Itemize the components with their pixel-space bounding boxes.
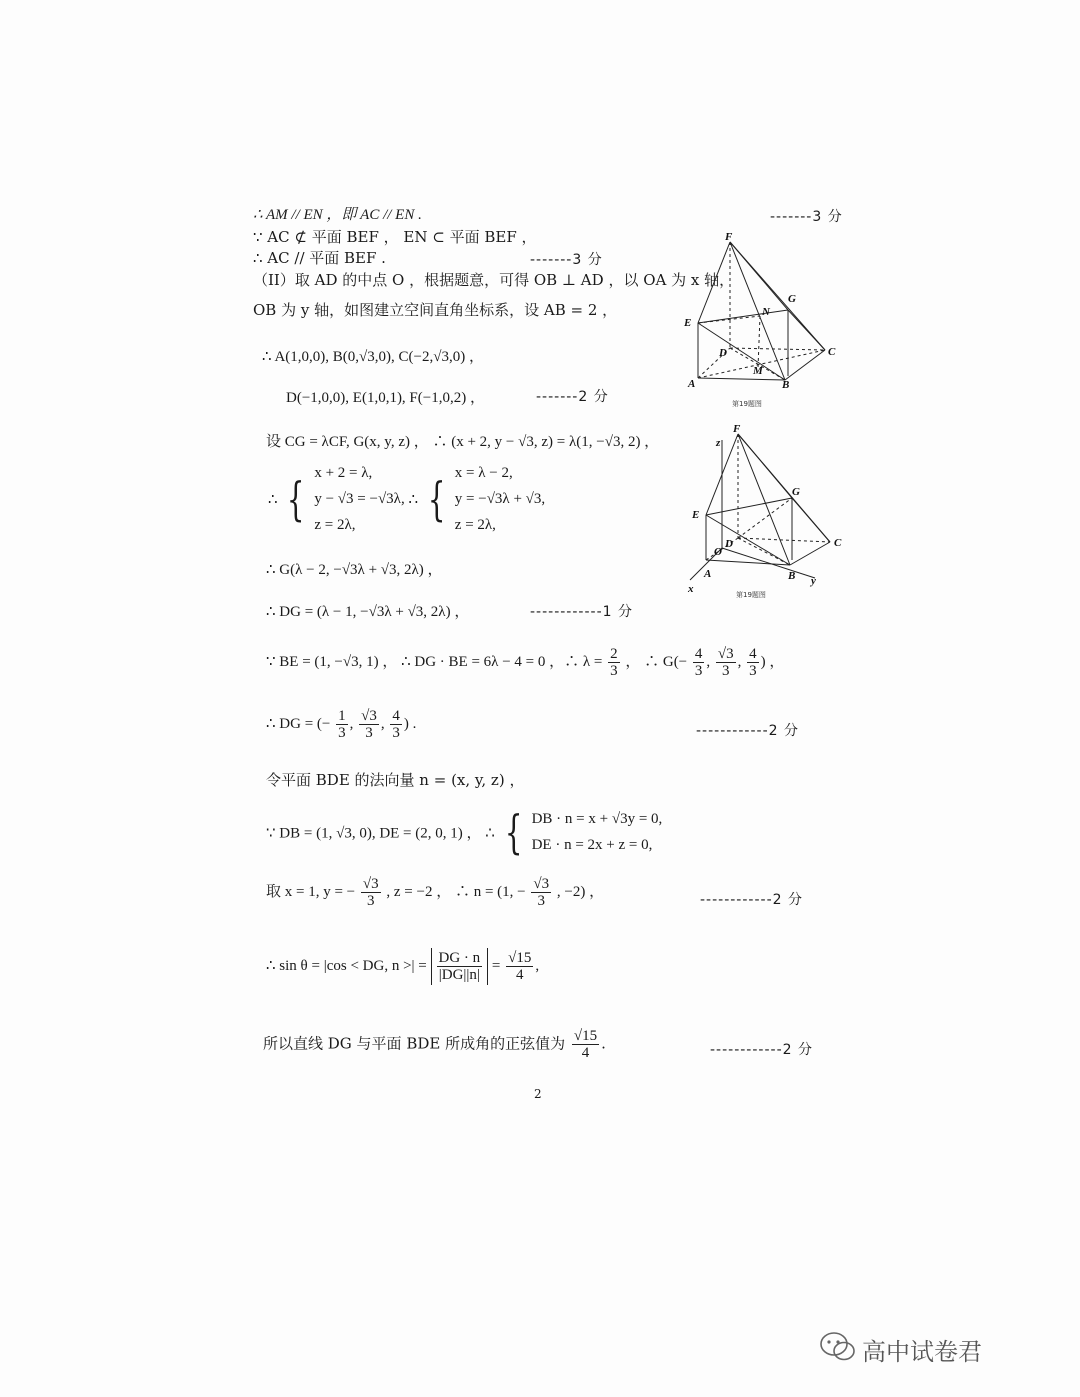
system-1: x + 2 = λ, y − √3 = −√3λ, z = 2λ, xyxy=(314,465,405,533)
conclusion-line: 所以直线 DG 与平面 BDE 所成角的正弦值为 $\frac{√15}{4}$ . xyxy=(263,1028,606,1061)
label-a: A xyxy=(688,378,696,390)
equation-systems: ∴ { x + 2 = λ, y − √3 = −√3λ, z = 2λ, ∴ { x = λ − 2, y = −√3λ + √3, z = 2λ, xyxy=(268,460,545,538)
label2-f: F xyxy=(733,423,741,435)
coords-line-2: D(−1,0,0), E(1,0,1), F(−1,0,2) ， xyxy=(286,390,485,406)
left-brace-2: { xyxy=(427,472,446,526)
fraction-root15-4: $\frac{√15}{4}$ xyxy=(508,950,532,983)
label2-x: x xyxy=(688,583,694,595)
label-b: B xyxy=(782,379,790,391)
dg-vector-line: ∴ DG = (λ − 1, −√3λ + √3, 2λ) ， xyxy=(266,604,470,620)
dashed2-dg xyxy=(738,498,792,538)
figure-1 xyxy=(680,228,850,413)
fraction-2-3: $\frac{2}{3}$ xyxy=(610,646,618,679)
left-brace: { xyxy=(287,472,305,526)
sin-theta-line: ∴ sin θ = |cos < DG, n >| = $\frac{DG \cdot n}{|DG||n|}$ = $\frac{√15}{4}$ , xyxy=(266,950,540,983)
label2-b: B xyxy=(788,570,796,582)
system-2: x = λ − 2, y = −√3λ + √3, z = 2λ, xyxy=(454,465,546,533)
label-c: C xyxy=(828,346,836,358)
score-mark-1: -------3 分 xyxy=(770,209,843,225)
dashed2-dc xyxy=(738,538,830,542)
score-mark-4: ------------1 分 xyxy=(530,604,633,620)
choose-x-line: 取 x = 1, y = − $\frac{√3}{3}$ , z = −2 ， ∴ n = (1, − $\frac{√3}{3}$ , −2) ， xyxy=(266,876,605,909)
label2-o: O xyxy=(714,546,722,558)
lambda-line: 设 CG = λCF, G(x, y, z) ， ∴ (x + 2, y − √3, z) = λ(1, −√3, 2) ， xyxy=(266,434,660,450)
system-3: DB · n = x + √3y = 0, DE · n = 2x + z = 0, xyxy=(531,811,663,853)
fraction-dg-n: $\frac{DG \cdot n}{|DG||n|}$ xyxy=(438,950,481,983)
label2-e: E xyxy=(692,509,700,521)
normal-vector-line: 令平面 BDE 的法向量 n = (x, y, z) ， xyxy=(266,771,525,789)
label-n: N xyxy=(762,306,770,318)
score-mark-3: -------2 分 xyxy=(536,389,609,405)
label-f: F xyxy=(725,231,733,243)
edge-fg xyxy=(730,242,788,310)
label2-y: y xyxy=(811,575,816,587)
score-mark-2: -------3 分 xyxy=(530,252,603,268)
wechat-icon xyxy=(818,1330,858,1364)
fraction-root15-4b: $\frac{√15}{4}$ xyxy=(573,1028,598,1061)
label-e: E xyxy=(684,317,692,329)
fraction-root3-3c: $\frac{√3}{3}$ xyxy=(362,876,379,909)
edge-ab xyxy=(698,378,785,380)
fraction-4-3b: $\frac{4}{3}$ xyxy=(749,646,757,679)
edge2-fg xyxy=(738,434,792,498)
score-mark-7: ------------2 分 xyxy=(710,1042,813,1058)
edge-gc xyxy=(788,310,825,350)
left-brace-3: { xyxy=(504,805,522,859)
dashed-nm xyxy=(758,316,760,368)
dg-result-line: ∴ DG = (− $\frac{1}{3}$ , $\frac{√3}{3}$ , $\frac{4}{3}$ ) . xyxy=(266,708,417,741)
fraction-root3-3: $\frac{√3}{3}$ xyxy=(717,646,734,679)
edge2-ab xyxy=(706,560,790,565)
label2-c: C xyxy=(834,537,842,549)
fraction-root3-3d: $\frac{√3}{3}$ xyxy=(533,876,550,909)
label-d: D xyxy=(719,347,727,359)
g-coords-line: ∴ G(λ − 2, −√3λ + √3, 2λ) ， xyxy=(266,562,443,578)
be-dot-line: ∵ BE = (1, −√3, 1) ， ∴ DG · BE = 6λ − 4 = 0 ，∴ λ = $\frac{2}{3}$ ， ∴ G(− $\frac{4}{3}$ , $\frac{√3}{3}$ , $\frac{4}{3}$ ) ， xyxy=(266,646,785,679)
edge-eb xyxy=(698,323,785,380)
label-m: M xyxy=(753,365,763,377)
edge-fb xyxy=(730,242,785,380)
fraction-1-3: $\frac{1}{3}$ xyxy=(338,708,346,741)
page-number: 2 xyxy=(534,1087,542,1101)
edge2-bc xyxy=(790,542,830,565)
score-mark-5: ------------2 分 xyxy=(696,723,799,739)
proof-line-4: （II）取 AD 的中点 O ，根据题意，可得 OB ⊥ AD ，以 OA 为 x 轴， xyxy=(253,271,735,289)
fraction-root3-3b: $\frac{√3}{3}$ xyxy=(361,708,377,741)
label2-z: z xyxy=(716,437,721,449)
proof-line-3: ∴ AC // 平面 BEF . xyxy=(253,249,386,267)
label2-a: A xyxy=(704,568,712,580)
db-de-line: ∵ DB = (1, √3, 0), DE = (2, 0, 1) ， ∴ { DB · n = x + √3y = 0, DE · n = 2x + z = 0, xyxy=(266,805,663,859)
watermark-text: 高中试卷君 xyxy=(862,1338,982,1366)
edge-fe xyxy=(698,242,730,323)
label2-g: G xyxy=(792,486,800,498)
dashed2-db xyxy=(738,538,790,565)
fraction-4-3c: $\frac{4}{3}$ xyxy=(392,708,400,741)
proof-line-5: OB 为 y 轴，如图建立空间直角坐标系，设 AB = 2 ， xyxy=(253,301,618,319)
score-mark-6: ------------2 分 xyxy=(700,892,803,908)
label2-d: D xyxy=(725,538,733,550)
proof-line-1: ∴ AM // EN ，即 AC // EN . xyxy=(253,207,422,223)
figure-2-caption: 第19题图 xyxy=(736,591,766,599)
proof-line-2: ∵ AC ⊄ 平面 BEF ， EN ⊂ 平面 BEF ， xyxy=(253,228,537,246)
figure-1-caption: 第19题图 xyxy=(732,400,762,408)
dashed-dc xyxy=(730,348,825,350)
edge2-eg xyxy=(706,498,792,515)
fraction-4-3: $\frac{4}{3}$ xyxy=(694,646,703,679)
coords-line-1: ∴ A(1,0,0), B(0,√3,0), C(−2,√3,0) ， xyxy=(262,349,484,365)
label-g: G xyxy=(788,293,796,305)
edge2-gc xyxy=(792,498,830,542)
figure-2 xyxy=(680,420,850,605)
